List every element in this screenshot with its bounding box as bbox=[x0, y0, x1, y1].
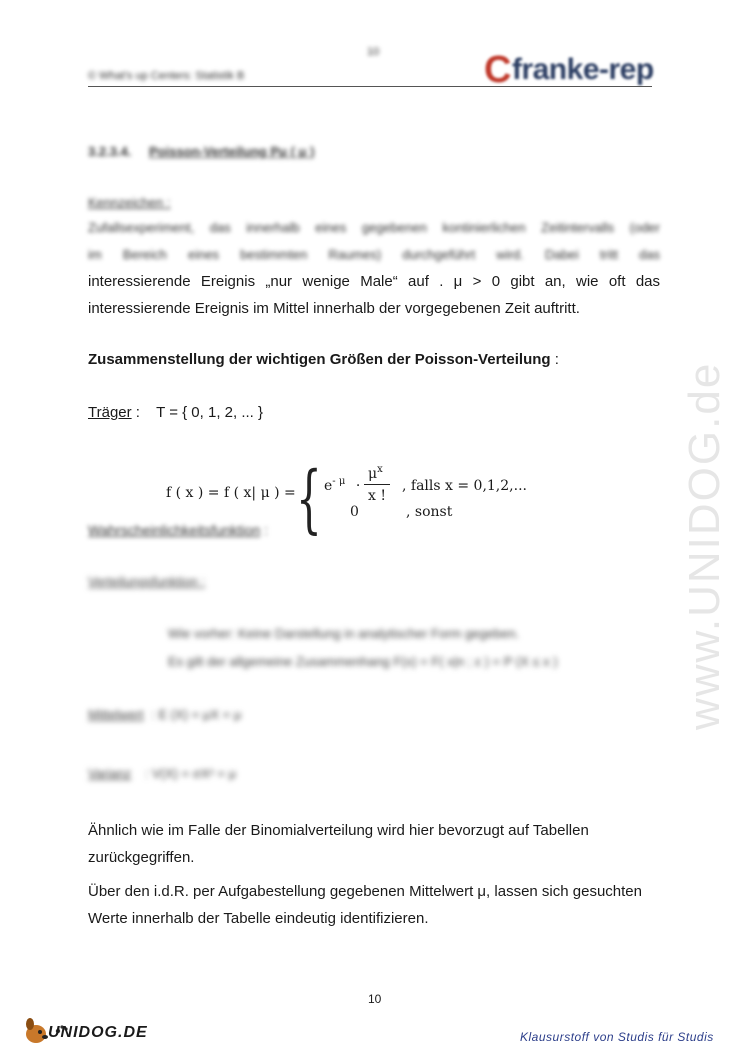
zusammenstellung-heading: Zusammenstellung der wichtigen Größen der Poisson-Verteilung : bbox=[88, 351, 559, 368]
verteilung-label: Verteilungsfunktion : bbox=[88, 574, 206, 589]
paragraph-1-line-1: Ähnlich wie im Falle der Binomialverteilung wird hier bevorzugt auf Tabellen bbox=[88, 822, 589, 839]
formula-case1-exp: $e^{- \mu}$ · bbox=[324, 476, 361, 494]
kennzeichen-label: Kennzeichen : bbox=[88, 195, 171, 210]
wahrscheinlichkeit-label: Wahrscheinlichkeitsfunktion bbox=[88, 522, 261, 538]
logo-c-icon: C bbox=[484, 49, 511, 91]
paragraph-2-line-2: Werte innerhalb der Tabelle eindeutig identifizieren. bbox=[88, 910, 429, 927]
footer-tagline: Klausurstoff von Studis für Studis bbox=[520, 1030, 714, 1044]
section-title: Poisson-Verteilung Pμ ( μ ) bbox=[149, 144, 315, 159]
formula-case2-value: 0 bbox=[350, 504, 359, 520]
paragraph-2-line-1: Über den i.d.R. per Aufgabestellung gegebenen Mittelwert μ, lassen sich gesuchten bbox=[88, 883, 642, 900]
wahrscheinlichkeit-row: Wahrscheinlichkeitsfunktion : bbox=[88, 522, 269, 538]
section-heading bbox=[88, 144, 314, 159]
formula-case1-condition: , falls x = 0,1,2,... bbox=[402, 478, 527, 494]
zusammenstellung-title: Zusammenstellung der wichtigen Größen der Poisson-Verteilung bbox=[88, 351, 551, 368]
kennzeichen-line-3: interessierende Ereignis „nur wenige Male“ auf . μ > 0 gibt an, wie oft das bbox=[88, 273, 660, 290]
formula-lhs: f ( x ) = f ( x| μ ) = bbox=[166, 485, 296, 501]
unidog-logo-text: UNIDOG.DE bbox=[48, 1024, 148, 1041]
formula-denominator: x ! bbox=[368, 488, 386, 504]
kennzeichen-line-1: Zufallsexperiment, das innerhalb eines gegebenen kontinierlichen Zeitintervalls (oder bbox=[88, 220, 660, 235]
franke-rep-logo: Cfranke-rep bbox=[484, 49, 654, 91]
mittelwert-value: : E (X) = μX = μ bbox=[151, 707, 242, 722]
formula-brace: { bbox=[296, 456, 322, 542]
header-divider bbox=[88, 86, 652, 87]
paragraph-1-line-2: zurückgegriffen. bbox=[88, 849, 195, 866]
kennzeichen-line-4: interessierende Ereignis im Mittel innerhalb der vorgegebenen Zeit auftritt. bbox=[88, 300, 580, 317]
varianz-row bbox=[88, 766, 236, 781]
varianz-value: : V(X) = σX² = μ bbox=[144, 766, 237, 781]
verteilung-line-2: Es gilt der allgemeine Zusammenhang F(x) = F( x|n ; ε ) = P (X ≤ x ) bbox=[168, 654, 558, 669]
mittelwert-label: Mittelwert bbox=[88, 707, 144, 722]
footer-page-number: 10 bbox=[368, 992, 382, 1006]
formula-numerator: $\mu^x$ bbox=[368, 464, 383, 482]
formula-case2-condition: , sonst bbox=[406, 504, 453, 520]
section-number: 3.2.3.4. bbox=[88, 144, 132, 159]
header-page-number: 10 bbox=[367, 46, 380, 58]
mittelwert-row bbox=[88, 707, 241, 722]
traeger-label: Träger bbox=[88, 404, 132, 421]
watermark: www.UNIDOG.de bbox=[680, 361, 729, 730]
kennzeichen-line-2: im Bereich eines bestimmten Raumes) durchgeführt wird. Dabei tritt das bbox=[88, 247, 660, 262]
traeger-value: T = { 0, 1, 2, ... } bbox=[156, 404, 264, 421]
header-left-text: © What's up Centers: Statistik B bbox=[88, 70, 245, 82]
varianz-label: Varianz bbox=[88, 766, 132, 781]
traeger-row: Träger : T = { 0, 1, 2, ... } bbox=[88, 404, 264, 421]
formula-fraction-line bbox=[364, 484, 390, 485]
verteilung-line-1: Wie vorher: Keine Darstellung in analytischer Form gegeben. bbox=[168, 626, 520, 641]
